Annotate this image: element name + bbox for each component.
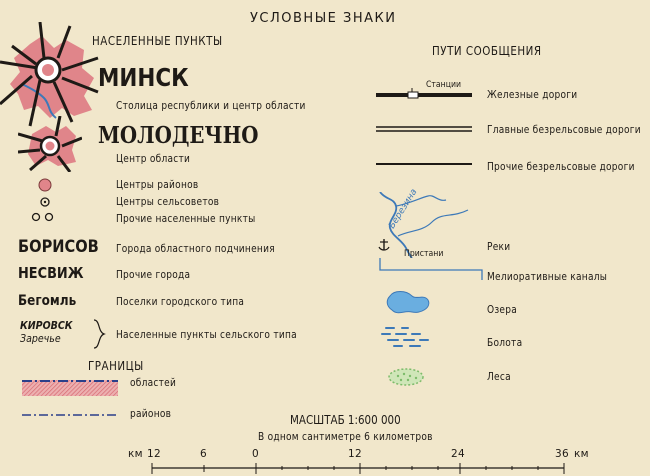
village-council-icon [38, 195, 52, 209]
canal-icon [378, 256, 484, 282]
forest-icon [386, 366, 426, 388]
rural-example-2: Заречье [20, 332, 61, 345]
town-desc: Поселки городского типа [116, 296, 245, 308]
other-road-icon [374, 160, 474, 168]
other-city-desc: Прочие города [116, 269, 191, 281]
regional-city-desc: Города областного подчинения [116, 243, 275, 255]
pier-label: Пристани [404, 249, 444, 259]
scale-tick-label: 24 [451, 448, 465, 460]
town-example: Бегомль [18, 293, 77, 309]
scale-tick-label: 6 [200, 448, 207, 460]
district-centers-label: Центры районов [116, 179, 199, 191]
routes-heading: ПУТИ СООБЩЕНИЯ [432, 44, 542, 58]
scale-bar [148, 460, 568, 476]
capital-city-label: МИНСК [98, 63, 189, 92]
scale-subtitle: В одном сантиметре 6 километров [258, 431, 433, 443]
oblast-center-icon [18, 116, 82, 172]
other-settlement-icon [30, 210, 58, 224]
oblast-center-desc: Центр области [116, 153, 191, 165]
oblast-border-icon [20, 374, 120, 398]
rural-example-1: КИРОВСК [20, 319, 73, 332]
rayon-border-label: районов [130, 408, 172, 420]
legend-title: УСЛОВНЫЕ ЗНАКИ [250, 11, 397, 26]
village-council-label: Центры сельсоветов [116, 196, 220, 208]
rivers-label: Реки [487, 241, 511, 253]
settlements-heading: НАСЕЛЕННЫЕ ПУНКТЫ [92, 34, 223, 48]
scale-tick-label: 0 [252, 448, 259, 460]
pier-icon [377, 237, 391, 253]
scale-title: МАСШТАБ 1:600 000 [290, 413, 401, 427]
other-settlements-label: Прочие населенные пункты [116, 213, 256, 225]
oblast-border-label: областей [130, 377, 177, 389]
scale-tick-label: 12 [348, 448, 362, 460]
scale-km-left: км [128, 448, 143, 460]
lakes-label: Озера [487, 304, 518, 316]
railways-label: Железные дороги [487, 89, 578, 101]
forests-label: Леса [487, 371, 511, 383]
rural-brace [92, 318, 106, 350]
capital-city-icon [0, 22, 100, 127]
rayon-border-icon [20, 410, 120, 420]
swamp-icon [380, 324, 436, 350]
other-city-example: НЕСВИЖ [18, 264, 84, 282]
station-label: Станции [426, 80, 462, 90]
main-road-icon [374, 124, 474, 134]
scale-km-right: км [574, 448, 589, 460]
borders-heading: ГРАНИЦЫ [88, 359, 144, 373]
main-roads-label: Главные безрельсовые дороги [487, 124, 641, 136]
other-roads-label: Прочие безрельсовые дороги [487, 161, 635, 173]
lake-icon [384, 288, 434, 318]
railway-icon [374, 88, 474, 102]
canals-label: Мелиоративные каналы [487, 271, 608, 283]
capital-city-desc: Столица республики и центр области [116, 100, 306, 112]
swamps-label: Болота [487, 337, 523, 349]
oblast-center-label: МОЛОДЕЧНО [98, 122, 259, 149]
river-name-label: Березина [387, 187, 420, 231]
rural-desc: Населенные пункты сельского типа [116, 329, 297, 341]
regional-city-example: БОРИСОВ [18, 237, 99, 257]
scale-tick-label: 36 [555, 448, 569, 460]
scale-tick-label: 12 [147, 448, 161, 460]
district-center-icon [37, 177, 53, 193]
